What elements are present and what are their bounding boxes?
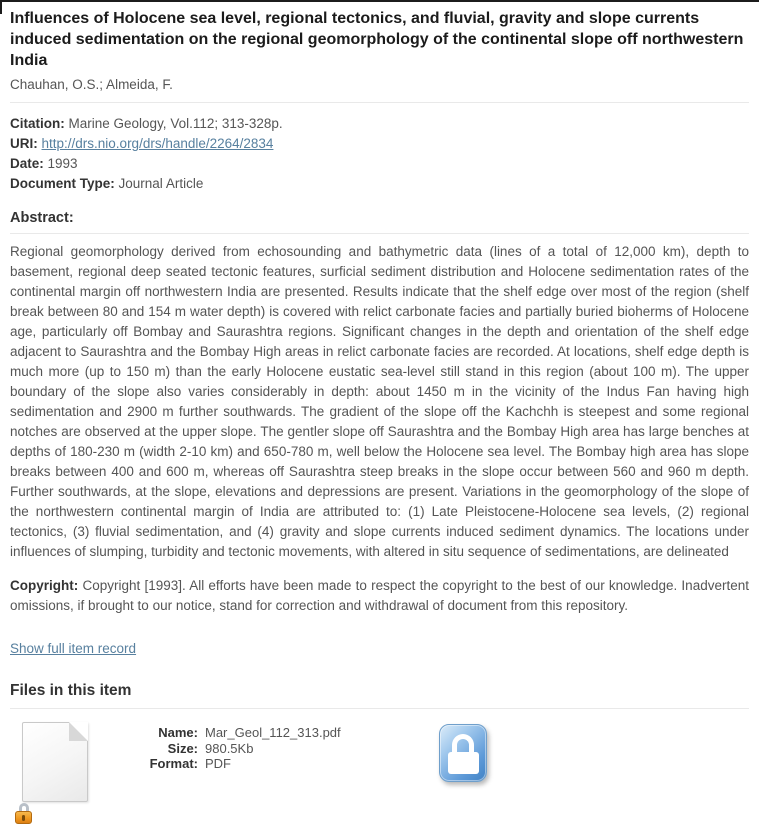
page-left-border-tick: [0, 0, 2, 14]
doctype-row: [10, 174, 749, 194]
divider: [10, 102, 749, 103]
files-in-this-item-heading: Files in this item: [10, 682, 749, 709]
page-top-border: [0, 0, 759, 2]
item-metadata: [10, 114, 749, 194]
item-authors: Chauhan, O.S.; Almeida, F.: [10, 77, 173, 92]
copyright-label: Copyright:: [10, 577, 79, 593]
file-name-label: Name:: [158, 725, 198, 740]
citation-value: Marine Geology, Vol.112; 313-328p.: [68, 116, 283, 131]
blank-document-icon: [22, 722, 88, 802]
file-size-value: 980.5Kb: [205, 740, 254, 756]
padlock-body: [15, 811, 32, 824]
abstract-text: Regional geomorphology derived from echosounding and bathymetric data (lines of a total of 12,000 km), depth to basement, regional deep seated tectonic features, surficial sediment distribution and Holocene sedimentation rates of the continental margin off northwestern India are presented. Results indicate that the shelf edge over most of the region (shelf break between 80 and 154 m water depth) is covered with relict carbonate facies and partially buried bioherms of Holocene age, particularly off Bombay and Saurashtra regions. Significant changes in the depth and orientation of the shelf edge adjacent to Saurashtra and the Bombay High areas in relict carbonate facies are recorded. At locations, shelf edge depth is much more (up to 150 m) than the early Holocene eustatic sea-level still stand in this region (about 100 m). The upper boundary of the slope also varies considerably in depth: about 1450 m in the vicinity of the Indus Fan having high sedimentation and 2900 m further southwards. The gradient of the slope off the Kachchh is steepest and some regional notches are observed at the upper slope. The gentler slope off Saurashtra and the Bombay High area has large benches at depths of 180-230 m (width 2-10 km) and 650-780 m, well below the Holocene sea level. The Bombay high area has slope breaks between 400 and 600 m, whereas off Saurashtra steep breaks in the slope occur between 560 and 960 m depth. Further southwards, at the slope, elevations and depressions are present. Variations in the geomorphology of the slope of the northwestern continental margin of India are attributed to: (1) Late Pleistocene-Holocene sea levels, (2) regional tectonics, (3) fluvial sedimentation, and (4) gravity and slope currents induced sediment dynamics. The locations under influences of slumping, turbidity and tectonic movements, with altered in situ sequence of sedimentations, are delineated: [10, 244, 749, 559]
citation-label: Citation:: [10, 116, 65, 131]
file-name-value: Mar_Geol_112_313.pdf: [205, 725, 341, 740]
file-format-value: PDF: [205, 756, 231, 771]
file-size-label: Size:: [167, 740, 198, 756]
file-size-row: [140, 741, 341, 757]
file-format-label: Format:: [149, 756, 198, 771]
doctype-value: Journal Article: [118, 176, 204, 191]
uri-label: URI:: [10, 136, 38, 151]
lock-body: [448, 752, 479, 774]
doctype-label: Document Type:: [10, 176, 115, 191]
uri-link[interactable]: http://drs.nio.org/drs/handle/2264/2834: [41, 136, 274, 151]
abstract-heading: Abstract:: [10, 210, 749, 234]
lock-shackle: [452, 734, 474, 753]
file-name-row: [140, 725, 341, 741]
file-metadata: [140, 725, 341, 772]
uri-row: [10, 134, 749, 154]
gold-padlock-icon: [15, 803, 33, 824]
page-fold-corner: [69, 722, 88, 741]
date-label: Date:: [10, 156, 44, 171]
show-full-item-record-link[interactable]: Show full item record: [10, 641, 137, 656]
citation-row: [10, 114, 749, 134]
copyright-value: Copyright [1993]. All efforts have been made to respect the copyright to the best of our knowledge. Inadvertent omissions, if brought to our notice, stand for correction and withdrawal of document from this repository.: [10, 577, 749, 613]
copyright-text: [10, 576, 749, 616]
file-format-row: [140, 756, 341, 772]
page-title: Influences of Holocene sea level, regional tectonics, and fluvial, gravity and slope currents induced sedimentation on the regional geomorphology of the continental slope off northwestern India: [10, 10, 744, 69]
date-value: 1993: [47, 156, 78, 171]
blue-lock-icon[interactable]: [439, 724, 487, 782]
file-row: [10, 722, 749, 802]
date-row: [10, 154, 749, 174]
file-thumbnail[interactable]: [22, 722, 122, 802]
